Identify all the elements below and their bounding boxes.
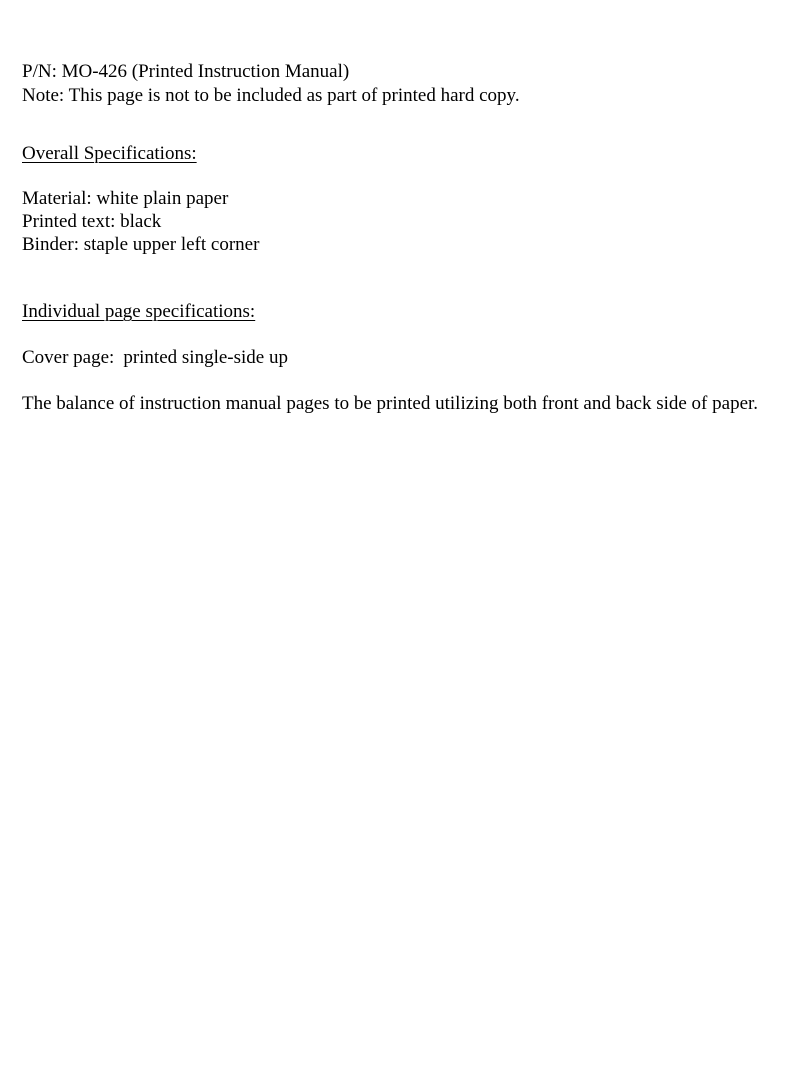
overall-specs-heading: Overall Specifications: [22, 143, 197, 164]
cover-page-value: printed single-side up [123, 347, 288, 368]
note-line: Note: This page is not to be included as part of printed hard copy. [22, 85, 520, 106]
part-number-line: P/N: MO-426 (Printed Instruction Manual) [22, 61, 350, 82]
cover-page-line [22, 346, 288, 369]
printed-text-line: Printed text: black [22, 211, 162, 232]
individual-specs-heading: Individual page specifications: [22, 301, 256, 322]
material-line: Material: white plain paper [22, 188, 229, 209]
cover-page-label: Cover page: [22, 347, 115, 368]
binder-line: Binder: staple upper left corner [22, 234, 260, 255]
balance-pages-line: The balance of instruction manual pages to be printed utilizing both front and back side of paper. [22, 393, 759, 414]
